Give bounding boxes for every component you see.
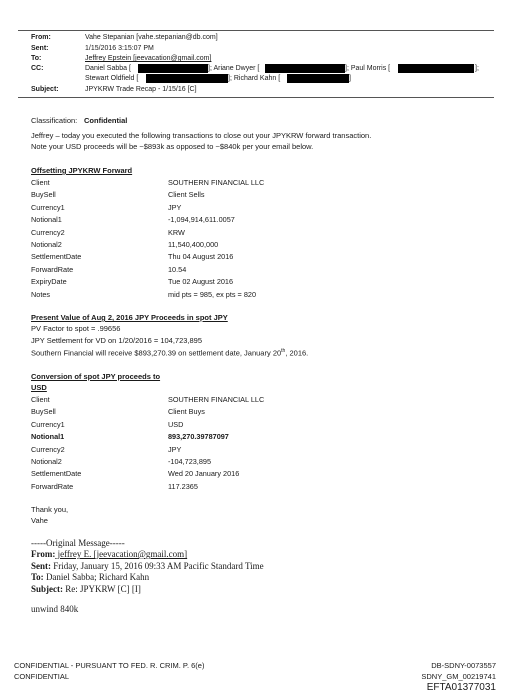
row-value: 117.2365: [168, 481, 198, 491]
original-message-separator: -----Original Message-----: [31, 538, 125, 548]
row-value: SOUTHERN FINANCIAL LLC: [168, 178, 265, 187]
jpy-settlement-line: JPY Settlement for VD on 1/20/2016 = 104,723,895: [31, 336, 203, 345]
row-value: Client Buys: [168, 407, 205, 417]
subject-value: JPYKRW Trade Recap - 1/15/16 [C]: [85, 86, 197, 93]
subject-label: Subject:: [31, 86, 59, 93]
row-key: SettlementDate: [31, 252, 82, 262]
section-title-offsetting-forward: Offsetting JPYKRW Forward: [31, 166, 133, 175]
cc-line2-a: Stewart Oldfield [: [85, 75, 139, 82]
row-value: -1,094,914,611.0057: [168, 215, 235, 225]
closing-signature: Vahe: [31, 516, 48, 525]
footer-left-1: CONFIDENTIAL - PURSUANT TO FED. R. CRIM. P. 6(e): [14, 661, 205, 670]
row-value: 893,270.39787097: [168, 432, 229, 442]
row-value: 11,540,400,000: [168, 240, 219, 249]
footer-bates-1: DB-SDNY-0073557: [431, 661, 496, 670]
pv-factor-line: PV Factor to spot = .99656: [31, 324, 121, 333]
row-key: Notional1: [31, 432, 65, 442]
row-key: Currency2: [31, 227, 65, 237]
footer-bates-2: SDNY_GM_00219741: [421, 672, 496, 681]
row-key: Notional1: [31, 215, 62, 225]
row-key: BuySell: [31, 407, 56, 417]
classification-value: Confidential: [84, 116, 128, 125]
row-value: JPY: [168, 202, 182, 212]
row-value: mid pts = 985, ex pts = 820: [168, 289, 257, 299]
sent-value: 1/15/2016 3:15:07 PM: [85, 45, 154, 52]
cc-line2-c: ]: [349, 75, 351, 82]
row-value: Wed 20 January 2016: [168, 469, 240, 479]
row-value: SOUTHERN FINANCIAL LLC: [168, 395, 265, 404]
cc-line1-d: ];: [475, 65, 479, 72]
row-key: ForwardRate: [31, 481, 74, 491]
header-bottom-rule: [18, 97, 494, 98]
from-value[interactable]: Vahe Stepanian [vahe.stepanian@db.com]: [85, 34, 218, 41]
to-value[interactable]: Jeffrey Epstein [jeevacation@gmail.com]: [85, 55, 212, 62]
section-title-conversion-2: USD: [31, 383, 47, 392]
cc-line1-b: ]; Ariane Dwyer [: [208, 65, 260, 72]
row-key: Currency1: [31, 419, 65, 429]
row-value: Thu 04 August 2016: [168, 252, 234, 262]
row-key: Notional2: [31, 240, 62, 249]
to-label: To:: [31, 55, 42, 62]
cc-line1-a: Daniel Sabba [: [85, 65, 131, 72]
row-value: Tue 02 August 2016: [168, 277, 234, 287]
cc-label: CC:: [31, 65, 44, 72]
intro-line-2: Note your USD proceeds will be ~$893k as opposed to ~$840k per your email below.: [31, 142, 314, 151]
original-subject: Subject: Re: JPYKRW [C] [I]: [31, 584, 141, 594]
cc-line1-c: ]; Paul Morris [: [345, 65, 391, 72]
original-to: To: Daniel Sabba; Richard Kahn: [31, 572, 150, 582]
row-key: Currency2: [31, 444, 65, 454]
row-key: Currency1: [31, 202, 65, 212]
from-label: From:: [31, 34, 51, 41]
row-value: KRW: [168, 227, 185, 237]
redaction-box: [265, 64, 345, 73]
row-key: Notes: [31, 289, 51, 299]
original-body: unwind 840k: [31, 604, 79, 614]
row-key: BuySell: [31, 190, 56, 200]
original-from: From: jeffrey E. [jeevacation@gmail.com]: [31, 549, 188, 559]
row-key: ExpiryDate: [31, 277, 67, 287]
row-value: USD: [168, 419, 184, 429]
section-title-conversion: Conversion of spot JPY proceeds to: [31, 372, 161, 381]
row-value: -104,723,895: [168, 457, 212, 466]
classification-label: Classification:: [31, 116, 78, 125]
row-key: ForwardRate: [31, 264, 74, 274]
row-value: Client Sells: [168, 190, 205, 200]
row-value: JPY: [168, 444, 182, 454]
row-value: 10.54: [168, 264, 187, 274]
row-key: Client: [31, 178, 50, 187]
receive-line: Southern Financial will receive $893,270.39 on settlement date, January 20th, 2016.: [31, 348, 309, 358]
footer-efta-number: EFTA01377031: [426, 682, 496, 693]
row-key: SettlementDate: [31, 469, 82, 479]
closing-thanks: Thank you,: [31, 505, 69, 514]
header-top-rule: [18, 30, 494, 31]
original-sent: Sent: Friday, January 15, 2016 09:33 AM Pacific Standard Time: [31, 561, 264, 571]
row-key: Client: [31, 395, 50, 404]
redaction-box: [398, 64, 474, 73]
redaction-box: [287, 74, 349, 83]
redaction-box: [138, 64, 208, 73]
section-title-present-value: Present Value of Aug 2, 2016 JPY Proceeds in spot JPY: [31, 313, 228, 322]
cc-line2-b: ]; Richard Kahn [: [228, 75, 281, 82]
footer-left-2: CONFIDENTIAL: [14, 672, 70, 681]
intro-line-1: Jeffrey – today you executed the following transactions to close out your JPYKRW forward transaction.: [31, 131, 372, 140]
row-key: Notional2: [31, 457, 62, 466]
sent-label: Sent:: [31, 45, 49, 52]
redaction-box: [146, 74, 228, 83]
